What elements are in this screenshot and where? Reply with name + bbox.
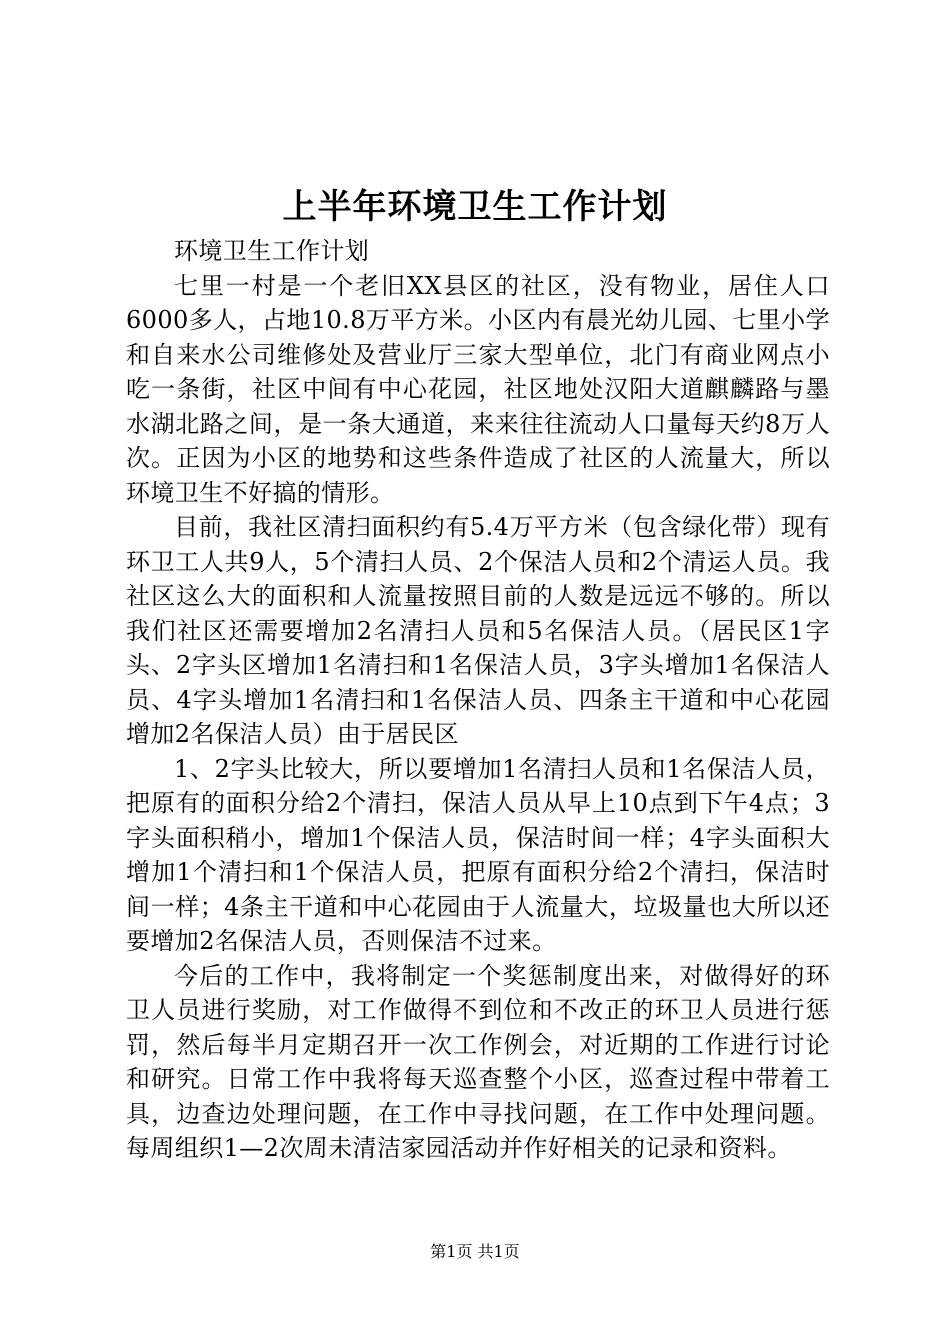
paragraph-subtitle: 环境卫生工作计划 bbox=[174, 237, 370, 265]
document-body bbox=[126, 234, 830, 1166]
page-footer: 第1页 共1页 bbox=[430, 1242, 520, 1261]
paragraph-current-staff: 目前，我社区清扫面积约有5.4万平方米（包含绿化带）现有环卫工人共9人，5个清扫人员、2个保洁人员和2个清运人员。我社区这么大的面积和人流量按照目前的人数是远远不够的。所以我们社区还需要增加2名清扫人员和5名保洁人员。（居民区1字头、2字头区增加1名清扫和1名保洁人员，3字头增加1名保洁人员、4字头增加1名清扫和1名保洁人员、四条主干道和中心花园增加2名保洁人员）由于居民区 bbox=[126, 513, 830, 748]
paragraph-community-intro: 七里一村是一个老旧XX县区的社区，没有物业，居住人口6000多人，占地10.8万平方米。小区内有晨光幼儿园、七里小学和自来水公司维修处及营业厅三家大型单位，北门有商业网点小吃一条街，社区中间有中心花园，社区地处汉阳大道麒麟路与墨水湖北路之间，是一条大通道，来来往往流动人口量每天约8万人次。正因为小区的地势和这些条件造成了社区的人流量大，所以环境卫生不好搞的情形。 bbox=[126, 271, 830, 507]
paragraph-future-work: 今后的工作中，我将制定一个奖惩制度出来，对做得好的环卫人员进行奖励，对工作做得不到位和不改正的环卫人员进行惩罚，然后每半月定期召开一次工作例会，对近期的工作进行讨论和研究。日常工作中我将每天巡查整个小区，巡查过程中带着工具，边查边处理问题，在工作中寻找问题，在工作中处理问题。每周组织1—2次周未清洁家园活动并作好相关的记录和资料。 bbox=[126, 961, 830, 1162]
document-title: 上半年环境卫生工作计划 bbox=[282, 187, 668, 227]
paragraph-staff-allocation: 1、2字头比较大，所以要增加1名清扫人员和1名保洁人员，把原有的面积分给2个清扫，保洁人员从早上10点到下午4点；3字头面积稍小，增加1个保洁人员，保洁时间一样；4字头面积大增加1个清扫和1个保洁人员，把原有面积分给2个清扫，保洁时间一样；4条主干道和中心花园由于人流量大，垃圾量也大所以还要增加2名保洁人员，否则保洁不过来。 bbox=[126, 754, 830, 955]
